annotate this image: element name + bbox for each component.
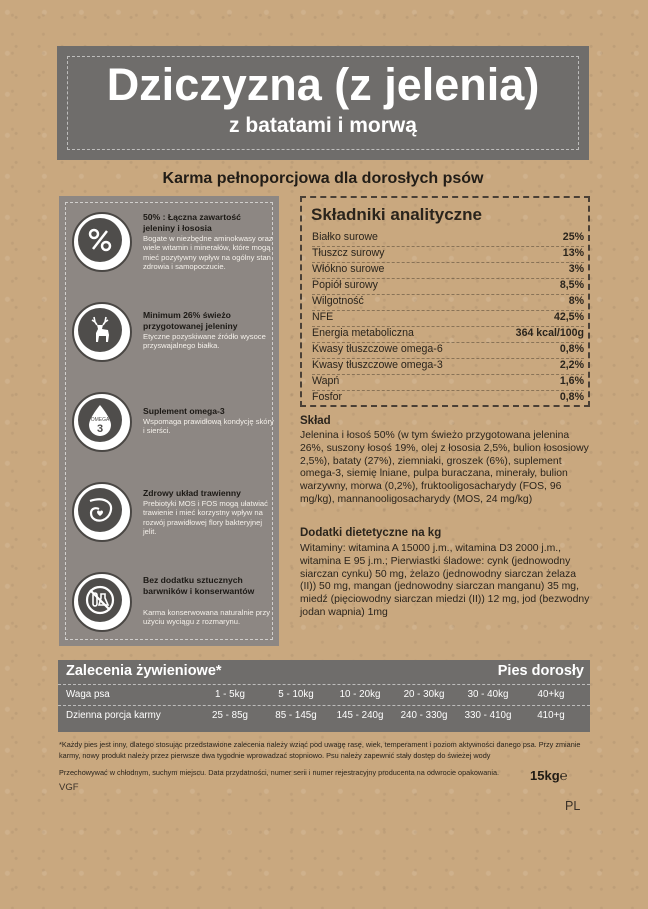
benefit-title: Minimum 26% świeżo przygotowanej jeleniny	[143, 310, 238, 331]
feeding-footnote: *Każdy pies jest inny, dlatego stosując przedstawione zalecenia należy wziąć pod uwagę rasę, wiek, temperament i poziom aktywności danego psa. Przy zmianie karmy, nowy produkt należy przez pierwsze dwa tygodnie wprowadzać stopniowo. Psu należy zapewnić stały dostęp do świeżej wody	[59, 740, 581, 760]
weight-label: Waga psa	[66, 689, 110, 700]
weight-cell: 5 - 10kg	[278, 689, 314, 700]
analysis-name: Białko surowe	[312, 231, 378, 243]
analysis-row	[312, 310, 584, 327]
benefits-panel	[59, 196, 279, 646]
additives-title: Dodatki dietetyczne na kg	[300, 527, 442, 539]
brand-code: VGF	[59, 782, 79, 793]
analysis-name: Popiół surowy	[312, 279, 378, 291]
deer-badge	[72, 302, 132, 362]
feeding-portion-row	[58, 706, 590, 726]
portion-cell: 410+g	[537, 710, 565, 721]
portion-cell: 85 - 145g	[275, 710, 317, 721]
portion-label: Dzienna porcja karmy	[66, 710, 161, 721]
portion-cell: 330 - 410g	[464, 710, 512, 721]
analysis-name: Tłuszcz surowy	[312, 247, 385, 259]
analysis-value: 42,5%	[553, 311, 584, 323]
analysis-value: 25%	[562, 231, 584, 243]
omega-drop-icon	[78, 398, 122, 442]
analysis-row	[312, 390, 584, 406]
analysis-value: 0,8%	[559, 343, 584, 355]
percent-icon	[78, 218, 122, 262]
analysis-name: Fosfor	[312, 391, 343, 403]
tagline: Karma pełnoporcjowa dla dorosłych psów	[162, 170, 484, 187]
analysis-row	[312, 326, 584, 343]
weight-cell: 10 - 20kg	[339, 689, 381, 700]
benefit-text: Etyczne pozyskiwane źródło wysoce przyswajalnego białka.	[143, 332, 266, 351]
benefit-text: Prebiotyki MOS i FOS mogą ułatwiać trawienie i mieć korzystny wpływ na rozwój prawidłowej flory bakteryjnej jelit.	[143, 499, 268, 537]
analysis-name: Wilgotność	[312, 295, 364, 307]
benefit-title: 50% : Łączna zawartość jeleniny i łososia	[143, 212, 241, 233]
weight-cell: 20 - 30kg	[403, 689, 445, 700]
analysis-row	[312, 278, 584, 295]
portion-cell: 145 - 240g	[336, 710, 384, 721]
analysis-name: Wapń	[312, 375, 340, 387]
feeding-weight-row	[58, 684, 590, 706]
additives-text: Witaminy: witamina A 15000 j.m., witamina D3 2000 j.m., witamina E 95 j.m.; Pierwiastki śladowe: cynk (jednowodny siarczan cynku) 50 mg, żelazo (jednowodny siarczan żelaza (II)) 50 mg, mangan (jednowodny siarczan manganu) 35 mg, miedź (pięciowodny siarczan miedzi (II)) 12 mg, jod (bezwodny jodan wapnia) 1mg	[300, 543, 590, 618]
digestive-icon	[78, 488, 122, 532]
composition-title: Skład	[300, 415, 331, 427]
benefit-text: Bogate w niezbędne aminokwasy oraz wiele witamin i minerałów, które mogą mieć pozytywny wpływ na ogólny stan zdrowia i samopoczucie.	[143, 234, 273, 272]
benefit-title: Suplement omega-3	[143, 406, 225, 416]
analysis-title: Składniki analityczne	[311, 205, 483, 224]
analysis-row	[312, 294, 584, 311]
digestive-badge	[72, 482, 132, 542]
storage-note: Przechowywać w chłodnym, suchym miejscu. Data przydatności, numer serii i numer rejestracyjny producenta na odwrocie opakowania.	[59, 768, 500, 777]
analysis-name: Kwasy tłuszczowe omega-3	[312, 359, 443, 371]
svg-text:3: 3	[96, 423, 104, 435]
benefit-text: Karma konserwowana naturalnie przy użyciu wyciągu z rozmarynu.	[143, 608, 271, 627]
analysis-value: 364 kcal/100g	[515, 327, 584, 339]
benefit-title: Bez dodatku sztucznych barwników i konserwantów	[143, 575, 255, 596]
analysis-row	[312, 342, 584, 359]
analysis-row	[312, 230, 584, 247]
language-code: PL	[565, 799, 581, 813]
analysis-value: 0,8%	[559, 391, 584, 403]
benefit-title: Zdrowy układ trawienny	[143, 488, 241, 498]
deer-icon	[78, 308, 122, 352]
analysis-value: 13%	[562, 247, 584, 259]
analysis-name: Kwasy tłuszczowe omega-6	[312, 343, 443, 355]
omega-icon-label: OMEGA	[90, 417, 110, 423]
analysis-row	[312, 246, 584, 263]
analysis-value: 8,5%	[559, 279, 584, 291]
portion-cell: 25 - 85g	[212, 710, 248, 721]
net-weight: 15kg℮	[530, 768, 568, 783]
omega-badge	[72, 392, 132, 452]
weight-cell: 1 - 5kg	[215, 689, 245, 700]
analysis-name: Włókno surowe	[312, 263, 385, 275]
analysis-name: NFE	[312, 311, 334, 323]
no-chemicals-badge	[72, 572, 132, 632]
analysis-name: Energia metaboliczna	[312, 327, 414, 339]
analysis-row	[312, 374, 584, 391]
percent-badge	[72, 212, 132, 272]
weight-cell: 30 - 40kg	[467, 689, 509, 700]
analysis-value: 2,2%	[559, 359, 584, 371]
weight-cell: 40+kg	[537, 689, 565, 700]
analysis-value: 8%	[568, 295, 584, 307]
analysis-value: 3%	[568, 263, 584, 275]
product-subtitle: z batatami i morwą	[229, 114, 417, 137]
no-chemicals-icon	[78, 578, 122, 622]
composition-text: Jelenina i łosoś 50% (w tym świeżo przygotowana jelenina 26%, suszony łosoś 19%, olej z łososia 2,5%, bulion łososiowy 2,5%), bataty (27%), ziemniaki, groszek (6%), suplement omega-3, siemię lniane, pulpa buraczana, minerały, bulion warzywny, morwa (0,2%), fruktooligosacharydy (FOS, 96 mg/kg), mannanooligosacharydy (MOS, 24 mg/kg)	[300, 430, 589, 505]
benefit-text: Wspomaga prawidłową kondycję skóry i sierści.	[143, 417, 274, 436]
analysis-row	[312, 262, 584, 279]
feeding-title: Zalecenia żywieniowe*	[66, 663, 222, 679]
analysis-value: 1,6%	[559, 375, 584, 387]
feeding-dog-type: Pies dorosły	[497, 663, 584, 679]
product-title: Dziczyzna (z jelenia)	[106, 59, 540, 110]
portion-cell: 240 - 330g	[400, 710, 448, 721]
analysis-row	[312, 358, 584, 375]
